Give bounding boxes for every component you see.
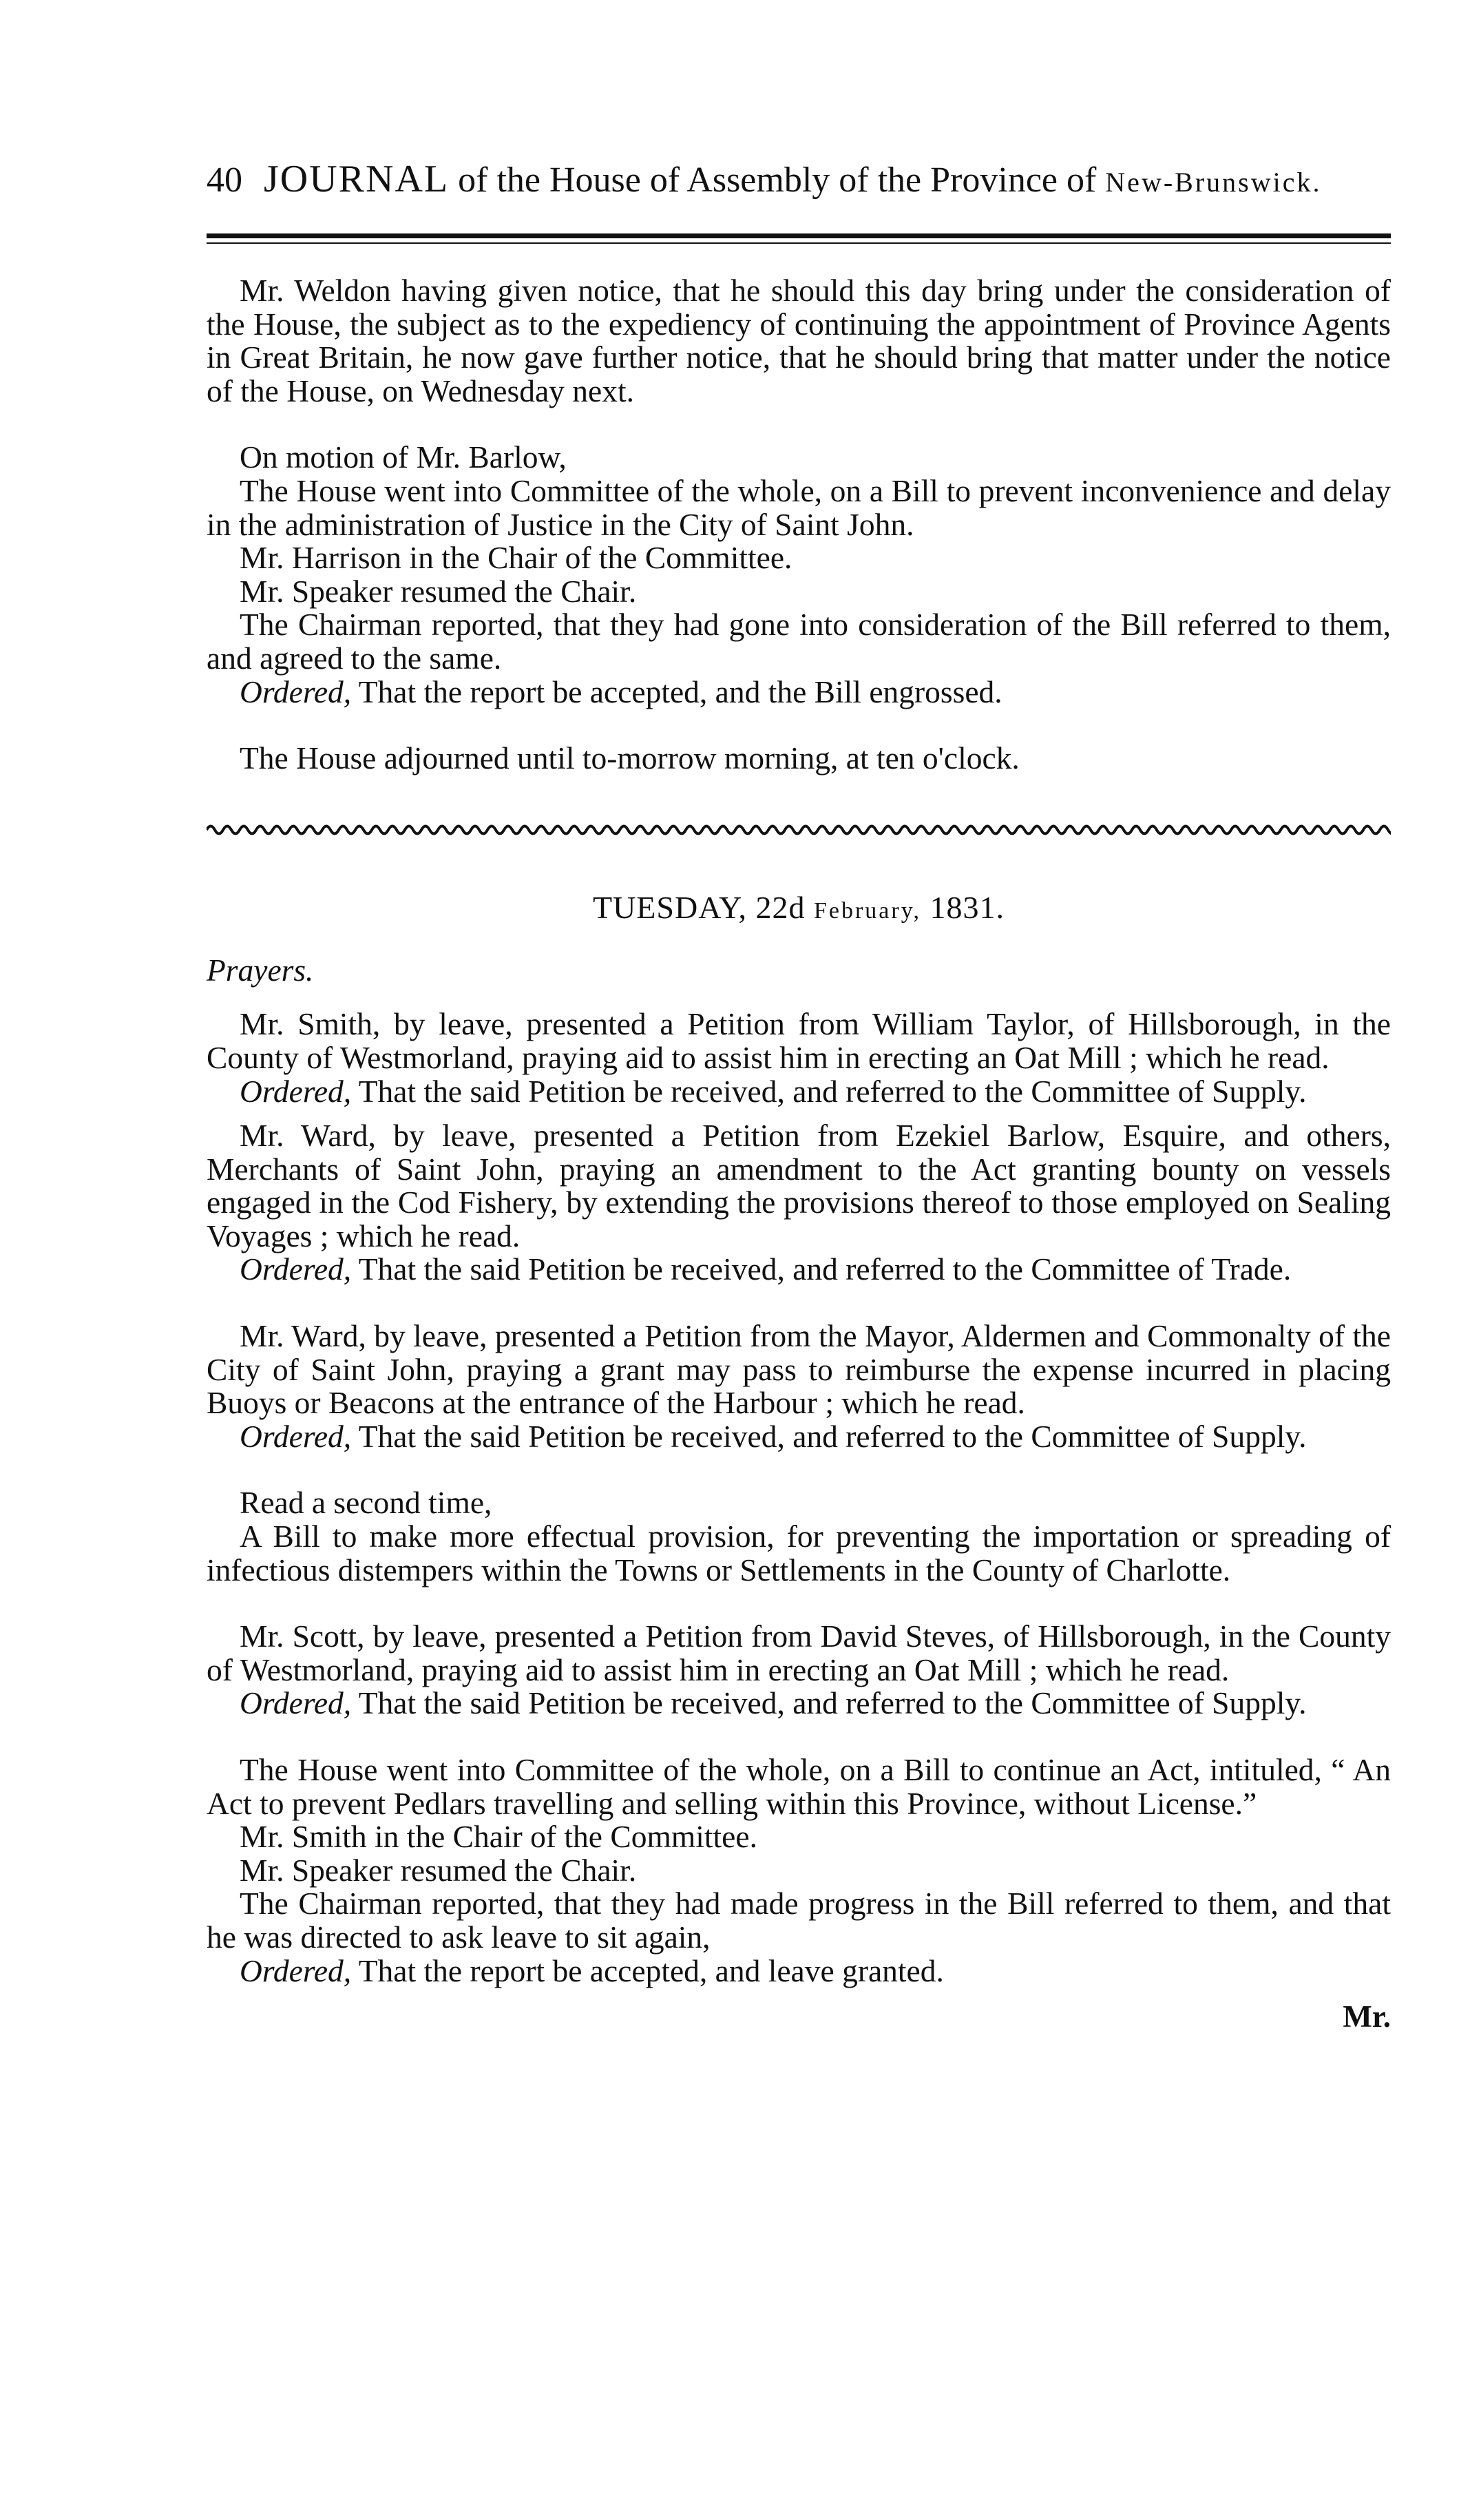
running-header: [207, 158, 1391, 203]
second-reading-label: Read a second time,: [240, 1485, 492, 1521]
prayers: Prayers.: [207, 952, 314, 988]
date-month: February,: [813, 897, 922, 924]
catchword: Mr.: [1343, 1999, 1391, 2034]
header-rule-thick: [207, 233, 1391, 238]
speaker-resumed-2: Mr. Speaker resumed the Chair.: [240, 1852, 637, 1888]
weldon-notice: Mr. Weldon having given notice, that he should this day bring under the consideration of the House, the subject as to the expediency of continuing the appointment of Province Agents in Great Britain, he now gave further notice, that he should bring that matter under the notice of the House, on Wednesday next.: [207, 273, 1391, 408]
sitting-date: [207, 890, 1391, 929]
province-name: New-Brunswick.: [1105, 167, 1322, 198]
petition-steves: Mr. Scott, by leave, presented a Petition from David Steves, of Hillsborough, in the County of Westmorland, praying aid to assist him in erecting an Oat Mill ; which he read.: [207, 1618, 1391, 1687]
petition-mayor: Mr. Ward, by leave, presented a Petition from the Mayor, Aldermen and Commonalty of the City of Saint John, praying a grant may pass to reimburse the expense incurred in placing Buoys or Beacons at the entrance of the Harbour ; which he read.: [207, 1318, 1391, 1421]
motion-barlow: On motion of Mr. Barlow,: [240, 439, 567, 475]
date-year: 1831.: [929, 889, 1005, 925]
speaker-resumed: Mr. Speaker resumed the Chair.: [240, 573, 637, 609]
journal-title: JOURNAL: [264, 158, 450, 200]
chairman-progress: The Chairman reported, that they had made progress in the Bill referred to them, and that he was directed to ask leave to sit again,: [207, 1886, 1391, 1955]
house-adjourned: The House adjourned until to-morrow morning, at ten o'clock.: [240, 740, 1020, 776]
chairman-report: The Chairman reported, that they had gone into consideration of the Bill referred to them, and agreed to the same.: [207, 607, 1391, 676]
bill-distempers: A Bill to make more effectual provision, for preventing the importation or spreading of infectious distempers within the Towns or Settlements in the County of Charlotte.: [207, 1519, 1391, 1587]
journal-page: [207, 158, 1391, 2033]
ordered-leave: Ordered, That the report be accepted, and leave granted.: [240, 1953, 944, 1988]
ordered-engrossed: Ordered, That the report be accepted, and the Bill engrossed.: [240, 674, 1002, 709]
ordered-taylor: Ordered, That the said Petition be received, and referred to the Committee of Supply.: [240, 1073, 1307, 1109]
ordered-steves: Ordered, That the said Petition be received, and referred to the Committee of Supply.: [240, 1685, 1307, 1721]
ordered-barlow: Ordered, That the said Petition be received, and referred to the Committee of Trade.: [240, 1251, 1292, 1287]
page-number: 40: [207, 160, 242, 200]
header-text: of the House of Assembly of the Province of: [458, 160, 1097, 200]
harrison-chair: Mr. Harrison in the Chair of the Committee.: [240, 540, 792, 576]
committee-justice: The House went into Committee of the whole, on a Bill to prevent inconvenience and delay in the administration of Justice in the City of Saint John.: [207, 472, 1391, 542]
date-day: TUESDAY, 22d: [592, 889, 806, 925]
smith-chair: Mr. Smith in the Chair of the Committee.: [240, 1819, 757, 1855]
ordered-label: Ordered,: [240, 674, 352, 709]
ordered-mayor: Ordered, That the said Petition be received, and referred to the Committee of Supply.: [240, 1418, 1307, 1454]
committee-pedlars: The House went into Committee of the whole, on a Bill to continue an Act, intituled, “ An Act to prevent Pedlars travelling and selling within this Province, without License.”: [207, 1752, 1391, 1821]
wavy-divider: [207, 820, 1391, 840]
petition-taylor: Mr. Smith, by leave, presented a Petition from William Taylor, of Hillsborough, in the County of Westmorland, praying aid to assist him in erecting an Oat Mill ; which he read.: [207, 1006, 1391, 1075]
petition-barlow: Mr. Ward, by leave, presented a Petition from Ezekiel Barlow, Esquire, and others, Merchants of Saint John, praying an amendment to the Act granting bounty on vessels engaged in the Cod Fishery, by extending the provisions thereof to those employed on Sealing Voyages ; which he read.: [207, 1118, 1391, 1253]
